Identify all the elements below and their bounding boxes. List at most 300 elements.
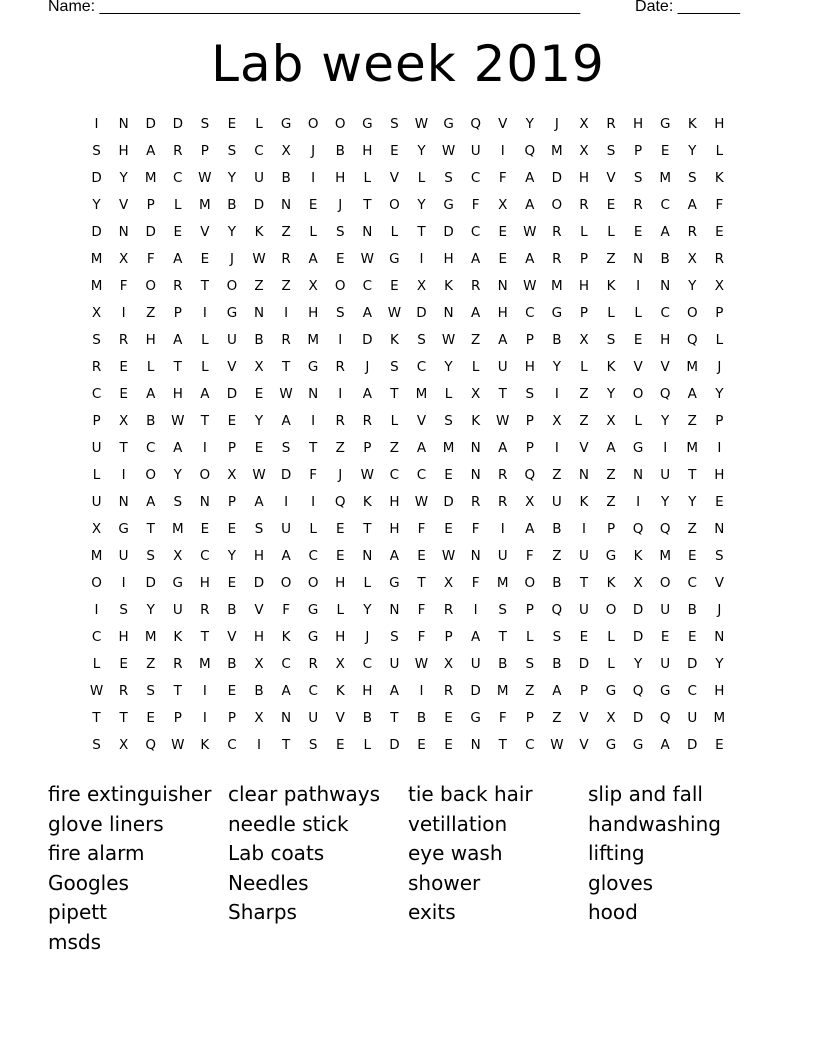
grid-letter: N [443, 305, 454, 321]
grid-letter: S [92, 737, 101, 753]
grid-letter: S [146, 683, 155, 699]
grid-letter: Z [146, 656, 156, 672]
grid-letter: G [226, 305, 238, 321]
grid-letter: I [94, 602, 99, 618]
grid-letter: M [496, 683, 509, 699]
grid-letter: E [200, 521, 210, 537]
grid-letter: G [280, 116, 292, 132]
grid-letter: N [660, 278, 671, 294]
grid-letter: A [146, 494, 156, 510]
grid-letter: B [254, 332, 264, 348]
grid-letter: O [524, 575, 536, 591]
grid-letter: I [419, 251, 424, 267]
grid-letter: X [118, 251, 129, 267]
grid-letter: T [173, 359, 182, 375]
grid-letter: Z [687, 413, 697, 429]
grid-letter: I [554, 386, 559, 402]
grid-letter: K [579, 494, 589, 510]
grid-letter: M [686, 359, 699, 375]
grid-letter: T [200, 413, 209, 429]
grid-letter: W [523, 224, 537, 240]
grid-letter: O [226, 278, 238, 294]
grid-letter: G [307, 629, 319, 645]
grid-letter: Z [606, 467, 616, 483]
grid-letter: Z [281, 278, 291, 294]
grid-letter: T [417, 224, 426, 240]
grid-letter: P [579, 251, 589, 267]
grid-letter: F [498, 170, 507, 186]
name-field[interactable]: Name: ______________________________________________________ [48, 0, 581, 15]
word-list-item: fire extinguisher [48, 782, 212, 806]
grid-letter: T [498, 386, 507, 402]
grid-letter: Y [227, 224, 237, 240]
grid-letter: D [632, 629, 644, 645]
word-list-item: shower [408, 870, 481, 895]
word-list-item: lifting [588, 841, 645, 866]
word-list-item: gloves [588, 870, 654, 895]
grid-letter: E [227, 683, 237, 699]
grid-letter: V [579, 440, 589, 456]
grid-letter: F [309, 467, 318, 483]
grid-letter: E [633, 332, 643, 348]
grid-letter: F [471, 575, 480, 591]
grid-letter: D [578, 656, 590, 672]
grid-letter: Q [524, 143, 536, 159]
grid-letter: R [714, 251, 725, 267]
word-list-item: eye wash [408, 841, 503, 866]
grid-letter: C [470, 170, 481, 186]
grid-letter: P [227, 440, 236, 456]
grid-letter: O [307, 575, 319, 591]
grid-letter: J [365, 359, 370, 375]
grid-letter: K [200, 737, 210, 753]
grid-letter: S [498, 602, 507, 618]
grid-letter: A [525, 521, 535, 537]
grid-letter: R [470, 278, 481, 294]
grid-letter: V [200, 224, 210, 240]
grid-letter: N [714, 521, 725, 537]
grid-letter: D [443, 494, 454, 510]
grid-letter: E [660, 629, 670, 645]
grid-letter: R [173, 656, 183, 672]
grid-row [83, 651, 733, 678]
grid-letter: D [687, 737, 698, 753]
grid-letter: P [363, 440, 372, 456]
grid-letter: L [444, 386, 453, 402]
grid-letter: Y [661, 413, 670, 429]
grid-letter: P [579, 683, 589, 699]
grid-letter: T [579, 575, 589, 591]
grid-letter: O [659, 575, 671, 591]
grid-letter: S [92, 143, 101, 159]
grid-letter: P [525, 332, 534, 348]
grid-letter: U [660, 467, 671, 483]
grid-letter: S [606, 332, 616, 348]
grid-row [83, 354, 733, 381]
grid-letter: A [146, 386, 156, 402]
grid-letter: T [417, 575, 426, 591]
grid-letter: B [254, 683, 264, 699]
grid-letter: C [281, 656, 291, 672]
grid-letter: H [335, 629, 346, 645]
grid-letter: G [605, 548, 617, 564]
grid-letter: A [146, 143, 156, 159]
grid-letter: L [634, 413, 642, 429]
grid-letter: X [254, 656, 264, 672]
grid-letter: J [338, 197, 343, 213]
grid-letter: X [606, 710, 616, 726]
grid-letter: L [174, 197, 182, 213]
grid-letter: C [362, 656, 373, 672]
grid-letter: I [94, 116, 99, 132]
grid-letter: S [119, 602, 128, 618]
grid-letter: G [389, 575, 400, 591]
grid-letter: T [688, 467, 697, 483]
grid-letter: E [335, 251, 345, 267]
grid-letter: O [145, 467, 157, 483]
grid-row [83, 138, 733, 165]
grid-letter: K [335, 683, 345, 699]
grid-letter: S [200, 116, 210, 132]
grid-letter: L [309, 224, 317, 240]
grid-letter: P [227, 494, 236, 510]
grid-letter: O [334, 278, 346, 294]
grid-letter: A [281, 548, 291, 564]
word-list-item: pipett [48, 900, 107, 925]
grid-letter: Z [687, 521, 697, 537]
grid-letter: G [307, 359, 319, 375]
grid-letter: X [118, 737, 129, 753]
grid-letter: I [581, 521, 586, 537]
grid-letter: N [281, 197, 292, 213]
grid-letter: A [416, 440, 427, 456]
grid-letter: H [172, 386, 183, 402]
grid-letter: E [444, 737, 453, 753]
grid-letter: X [579, 143, 589, 159]
grid-letter: T [309, 440, 318, 456]
grid-letter: G [118, 521, 129, 537]
grid-letter: I [717, 440, 722, 456]
grid-letter: L [607, 224, 615, 240]
grid-letter: J [365, 629, 370, 645]
grid-letter: O [199, 467, 211, 483]
grid-letter: R [118, 332, 129, 348]
grid-letter: U [389, 656, 400, 672]
grid-letter: P [200, 143, 209, 159]
grid-letter: P [444, 629, 453, 645]
grid-letter: L [92, 467, 101, 483]
grid-letter: F [417, 602, 426, 618]
grid-letter: N [633, 467, 644, 483]
grid-letter: L [309, 521, 317, 537]
grid-letter: U [551, 494, 562, 510]
grid-letter: G [470, 710, 481, 726]
grid-letter: G [389, 251, 400, 267]
grid-letter: R [552, 224, 562, 240]
grid-letter: B [687, 602, 697, 618]
grid-letter: D [551, 170, 563, 186]
grid-letter: Y [715, 656, 724, 672]
grid-letter: A [606, 440, 616, 456]
grid-row [83, 327, 733, 354]
grid-letter: E [579, 629, 589, 645]
grid-letter: S [390, 116, 399, 132]
grid-letter: L [336, 602, 344, 618]
grid-letter: E [606, 197, 616, 213]
grid-letter: X [606, 413, 616, 429]
grid-letter: Q [524, 467, 536, 483]
grid-letter: I [554, 440, 559, 456]
grid-letter: L [471, 359, 480, 375]
grid-letter: M [496, 575, 509, 591]
grid-letter: Q [659, 521, 671, 537]
grid-letter: N [362, 548, 373, 564]
grid-letter: S [335, 224, 345, 240]
grid-letter: N [470, 440, 481, 456]
grid-letter: D [280, 467, 292, 483]
grid-letter: N [118, 494, 129, 510]
grid-letter: I [473, 602, 478, 618]
grid-row [83, 219, 733, 246]
grid-letter: L [526, 629, 534, 645]
grid-letter: C [308, 548, 318, 564]
grid-letter: T [390, 386, 399, 402]
grid-letter: V [498, 116, 508, 132]
grid-letter: M [144, 629, 157, 645]
grid-letter: M [171, 521, 184, 537]
grid-letter: T [281, 737, 291, 753]
grid-letter: K [606, 575, 616, 591]
grid-letter: B [416, 710, 427, 726]
grid-letter: U [91, 494, 102, 510]
grid-letter: S [715, 548, 724, 564]
grid-letter: O [389, 197, 400, 213]
grid-letter: L [390, 224, 399, 240]
grid-letter: J [311, 143, 316, 159]
grid-row [83, 462, 733, 489]
grid-letter: A [173, 332, 183, 348]
grid-letter: Y [227, 170, 237, 186]
grid-letter: K [714, 170, 724, 186]
grid-letter: V [254, 602, 264, 618]
grid-letter: R [443, 602, 454, 618]
grid-letter: S [444, 413, 453, 429]
grid-letter: R [335, 359, 345, 375]
date-field[interactable]: Date: _______ [635, 0, 740, 15]
grid-letter: M [686, 440, 699, 456]
grid-letter: O [551, 197, 563, 213]
grid-letter: C [687, 683, 697, 699]
grid-letter: G [307, 602, 319, 618]
grid-letter: N [470, 548, 481, 564]
grid-letter: D [226, 386, 238, 402]
grid-letter: L [607, 656, 615, 672]
grid-letter: C [416, 467, 427, 483]
grid-letter: A [281, 413, 291, 429]
grid-letter: E [390, 278, 399, 294]
grid-letter: H [362, 683, 373, 699]
grid-letter: I [338, 332, 343, 348]
grid-letter: G [172, 575, 183, 591]
grid-letter: E [254, 440, 264, 456]
grid-letter: X [498, 197, 508, 213]
grid-letter: H [497, 305, 508, 321]
grid-letter: W [414, 494, 429, 510]
grid-letter: E [227, 413, 237, 429]
grid-letter: X [227, 467, 237, 483]
grid-letter: N [578, 467, 589, 483]
grid-letter: D [91, 224, 102, 240]
grid-letter: F [146, 251, 155, 267]
grid-letter: A [687, 386, 697, 402]
grid-letter: D [632, 710, 644, 726]
grid-letter: C [308, 683, 318, 699]
grid-letter: Q [659, 386, 671, 402]
grid-letter: H [578, 170, 590, 186]
grid-letter: Y [417, 197, 426, 213]
grid-letter: U [579, 548, 589, 564]
grid-letter: Y [606, 386, 616, 402]
grid-letter: S [227, 143, 237, 159]
grid-letter: R [91, 359, 102, 375]
grid-letter: A [525, 251, 535, 267]
grid-letter: G [362, 116, 373, 132]
word-list-item: fire alarm [48, 841, 145, 866]
grid-row [83, 246, 733, 273]
grid-letter: W [360, 467, 374, 483]
grid-letter: L [201, 359, 209, 375]
grid-letter: R [335, 413, 345, 429]
grid-letter: Z [471, 332, 481, 348]
grid-letter: Y [417, 143, 426, 159]
grid-letter: H [362, 143, 373, 159]
grid-letter: E [498, 251, 507, 267]
grid-letter: P [146, 197, 155, 213]
grid-letter: Z [606, 494, 616, 510]
grid-letter: S [606, 143, 616, 159]
grid-letter: Y [146, 602, 155, 618]
grid-letter: D [416, 305, 427, 321]
grid-letter: V [227, 359, 237, 375]
word-list-item: tie back hair [408, 782, 533, 806]
grid-letter: V [633, 359, 643, 375]
grid-letter: F [471, 521, 480, 537]
grid-row [83, 678, 733, 705]
grid-letter: C [525, 737, 535, 753]
grid-letter: G [551, 305, 563, 321]
grid-letter: M [144, 170, 157, 186]
grid-row [83, 489, 733, 516]
grid-letter: C [470, 224, 481, 240]
grid-letter: A [362, 386, 372, 402]
grid-letter: A [173, 440, 183, 456]
grid-letter: B [552, 332, 562, 348]
grid-letter: C [145, 440, 156, 456]
grid-letter: L [607, 629, 615, 645]
grid-letter: Z [254, 278, 264, 294]
grid-letter: X [443, 575, 454, 591]
grid-letter: A [389, 683, 400, 699]
grid-letter: E [687, 548, 697, 564]
grid-letter: Q [145, 737, 157, 753]
grid-letter: S [525, 656, 535, 672]
grid-letter: E [417, 737, 426, 753]
grid-letter: C [660, 197, 670, 213]
grid-letter: Y [525, 116, 534, 132]
grid-letter: P [525, 440, 534, 456]
grid-letter: W [360, 251, 374, 267]
grid-letter: X [173, 548, 183, 564]
grid-letter: H [660, 332, 671, 348]
grid-letter: I [311, 413, 316, 429]
grid-letter: X [254, 710, 264, 726]
word-list-item: msds [48, 929, 102, 954]
grid-letter: B [146, 413, 156, 429]
grid-letter: L [417, 170, 426, 186]
grid-letter: Y [688, 143, 697, 159]
grid-letter: A [687, 197, 697, 213]
grid-letter: G [659, 116, 671, 132]
grid-letter: T [363, 197, 372, 213]
grid-letter: F [119, 278, 128, 294]
grid-letter: W [414, 116, 429, 132]
grid-letter: G [632, 440, 644, 456]
grid-letter: L [390, 413, 399, 429]
grid-letter: U [281, 521, 292, 537]
grid-letter: D [389, 737, 400, 753]
grid-letter: R [308, 656, 318, 672]
grid-letter: S [92, 332, 101, 348]
grid-letter: L [255, 116, 263, 132]
grid-letter: C [525, 305, 535, 321]
grid-letter: A [389, 548, 400, 564]
grid-letter: N [308, 386, 319, 402]
grid-letter: I [202, 710, 207, 726]
grid-letter: X [579, 116, 589, 132]
grid-letter: N [470, 467, 481, 483]
grid-letter: U [579, 602, 589, 618]
grid-letter: M [199, 656, 211, 672]
grid-letter: A [471, 629, 481, 645]
grid-letter: K [633, 548, 643, 564]
grid-letter: P [579, 305, 589, 321]
grid-letter: X [714, 278, 724, 294]
grid-letter: Q [632, 521, 644, 537]
grid-letter: F [525, 548, 534, 564]
grid-letter: B [281, 170, 291, 186]
grid-letter: Y [92, 197, 101, 213]
grid-letter: U [497, 548, 508, 564]
grid-letter: Y [119, 170, 128, 186]
grid-letter: S [335, 305, 345, 321]
grid-letter: E [633, 224, 643, 240]
grid-letter: L [146, 359, 155, 375]
grid-row [83, 570, 733, 597]
grid-letter: N [389, 602, 400, 618]
grid-letter: C [91, 386, 102, 402]
grid-row [83, 543, 733, 570]
grid-letter: E [254, 386, 264, 402]
grid-letter: I [311, 494, 316, 510]
grid-letter: A [660, 737, 670, 753]
grid-letter: R [470, 494, 481, 510]
grid-letter: V [118, 197, 129, 213]
grid-letter: H [578, 278, 590, 294]
grid-letter: D [632, 602, 644, 618]
grid-letter: T [146, 521, 155, 537]
grid-letter: L [363, 737, 372, 753]
grid-letter: D [253, 197, 265, 213]
